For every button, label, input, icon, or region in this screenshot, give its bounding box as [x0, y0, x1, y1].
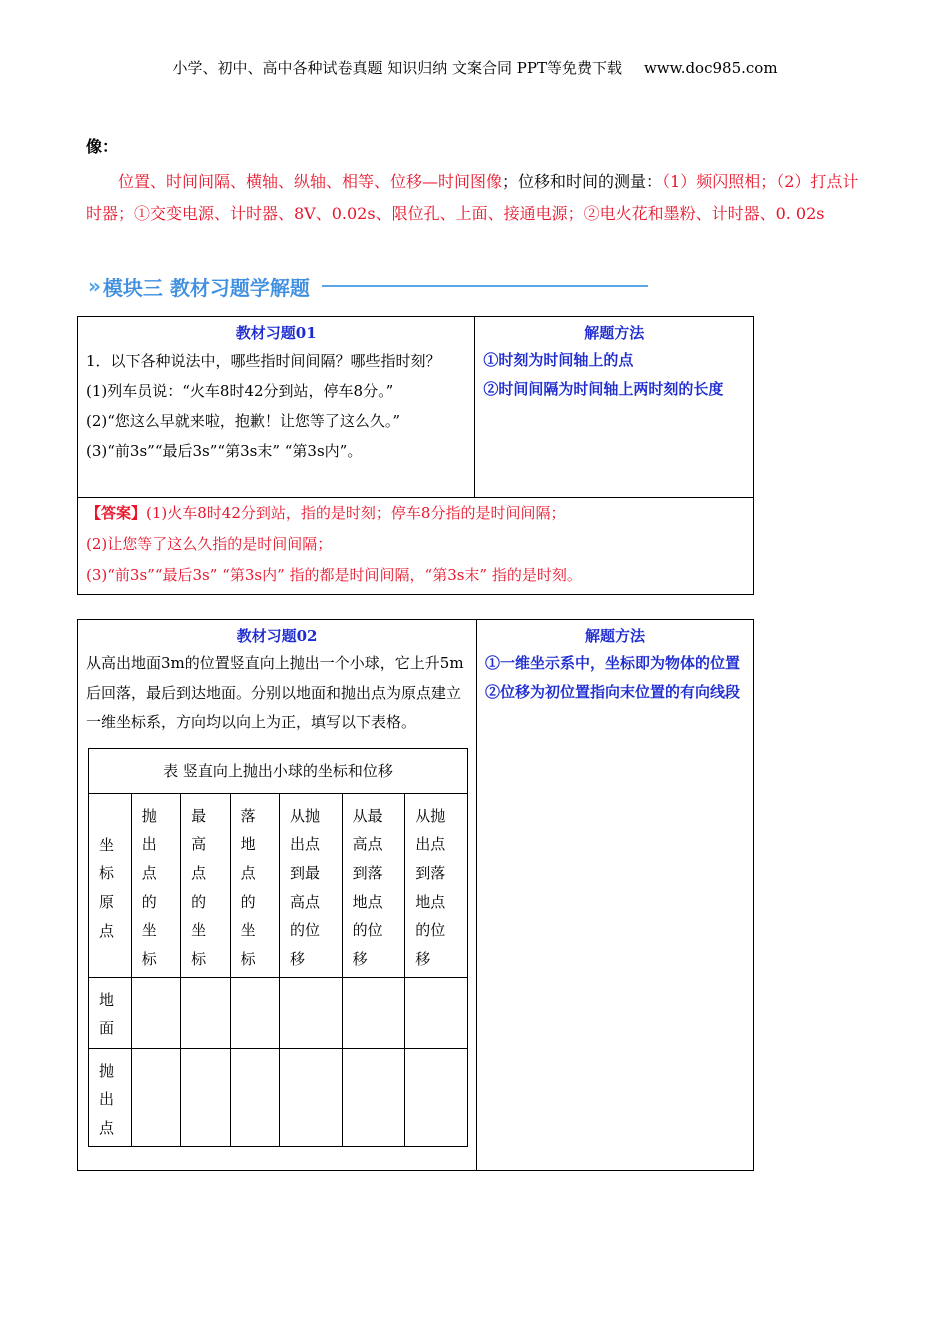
exercise-01-answer-cell — [78, 498, 754, 595]
exercise-02-question: 从高出地面3m的位置竖直向上抛出一个小球，它上升5m后回落，最后到达地面。分别以地面和抛出点为原点建立一维坐标系，方向均以向上为正，填写以下表格。 — [86, 654, 464, 731]
table-row-label: 抛出点 — [89, 1048, 132, 1146]
table-row — [89, 1048, 468, 1146]
table-cell[interactable] — [131, 1048, 180, 1146]
exercise-02-title: 教材习题02 — [236, 627, 318, 645]
exercise-01-answer-3: (3)“前3s”“最后3s” “第3s内” 指的都是时间间隔，“第3s末” 指的是时刻。 — [86, 566, 582, 584]
table-cell[interactable] — [131, 977, 180, 1048]
table-caption: 表 竖直向上抛出小球的坐标和位移 — [89, 748, 468, 793]
header-text: 小学、初中、高中各种试卷真题 知识归纳 文案合同 PPT等免费下载 — [172, 59, 622, 77]
exercise-01-method-title: 解题方法 — [584, 324, 645, 342]
table-header-cell: 从最高点到落地点的位移 — [342, 793, 405, 977]
exercise-01-method-1: ①时刻为时间轴上的点 — [483, 351, 634, 369]
exercise-01-q4: (3)“前3s”“最后3s”“第3s末” “第3s内”。 — [86, 442, 363, 460]
exercise-01-q2: (1)列车员说：“火车8时42分到站，停车8分。” — [86, 382, 394, 400]
exercise-02-question-cell — [78, 620, 477, 1171]
lead-text: 像： — [86, 137, 119, 156]
table-row — [89, 977, 468, 1048]
exercise-01-answer-1: (1)火车8时42分到站，指的是时刻；停车8分指的是时间间隔； — [146, 504, 566, 522]
table-header-cell: 落地点的坐标 — [230, 793, 279, 977]
table-cell[interactable] — [342, 977, 405, 1048]
exercise-01-title: 教材习题01 — [235, 324, 317, 342]
table-cell[interactable] — [405, 1048, 468, 1146]
table-cell[interactable] — [280, 1048, 343, 1146]
table-cell[interactable] — [230, 1048, 279, 1146]
summary-part1: 位置、时间间隔、横轴、纵轴、相等、位移—时间图像 — [118, 172, 503, 191]
table-header-cell: 从抛出点到落地点的位移 — [405, 793, 468, 977]
exercise-02-box — [77, 619, 754, 1171]
exercise-01-answer-2: (2)让您等了这么久指的是时间间隔； — [86, 535, 333, 553]
page-header — [0, 57, 950, 78]
coordinate-table — [88, 748, 468, 1147]
exercise-02-method-title: 解题方法 — [584, 627, 645, 645]
exercise-01-box — [77, 316, 754, 595]
table-cell[interactable] — [181, 977, 230, 1048]
double-chevron-icon: » — [88, 274, 97, 298]
exercise-02-method-cell — [477, 620, 754, 1171]
exercise-02-method-2: ②位移为初位置指向末位置的有向线段 — [485, 683, 741, 701]
answer-tag: 【答案】 — [86, 504, 147, 522]
table-cell[interactable] — [181, 1048, 230, 1146]
table-cell[interactable] — [280, 977, 343, 1048]
table-cell[interactable] — [230, 977, 279, 1048]
table-header-cell: 从抛出点到最高点的位移 — [280, 793, 343, 977]
exercise-01-question-cell — [78, 317, 475, 498]
table-header-cell: 最高点的坐标 — [181, 793, 230, 977]
summary-part3: （1）频闪照相；（2）打点计时器；①交变电源、计时器、8V、0.02s、限位孔、上面、接通电源；②电火花和墨粉、计时器、0. 02s — [86, 172, 859, 223]
summary-part2: ；位移和时间的测量： — [502, 172, 663, 191]
header-site: www.doc985.com — [643, 59, 778, 77]
exercise-02-method-1: ①一维坐示系中，坐标即为物体的位置 — [485, 654, 741, 672]
table-row-label: 地面 — [89, 977, 132, 1048]
exercise-01-method-2: ②时间间隔为时间轴上两时刻的长度 — [483, 380, 724, 398]
exercise-01-method-cell — [475, 317, 754, 498]
table-cell[interactable] — [342, 1048, 405, 1146]
module-title: 模块三 教材习题学解题 — [102, 275, 310, 300]
table-header-cell: 抛出点的坐标 — [131, 793, 180, 977]
module-heading — [88, 272, 648, 300]
exercise-01-q1: 1．以下各种说法中，哪些指时间间隔？哪些指时刻？ — [86, 352, 441, 370]
table-cell[interactable] — [405, 977, 468, 1048]
table-header-cell: 坐标原点 — [89, 793, 132, 977]
summary-paragraph — [86, 166, 866, 230]
module-rule — [322, 285, 648, 287]
exercise-01-q3: (2)“您这么早就来啦，抱歉！让您等了这么久。” — [86, 412, 401, 430]
